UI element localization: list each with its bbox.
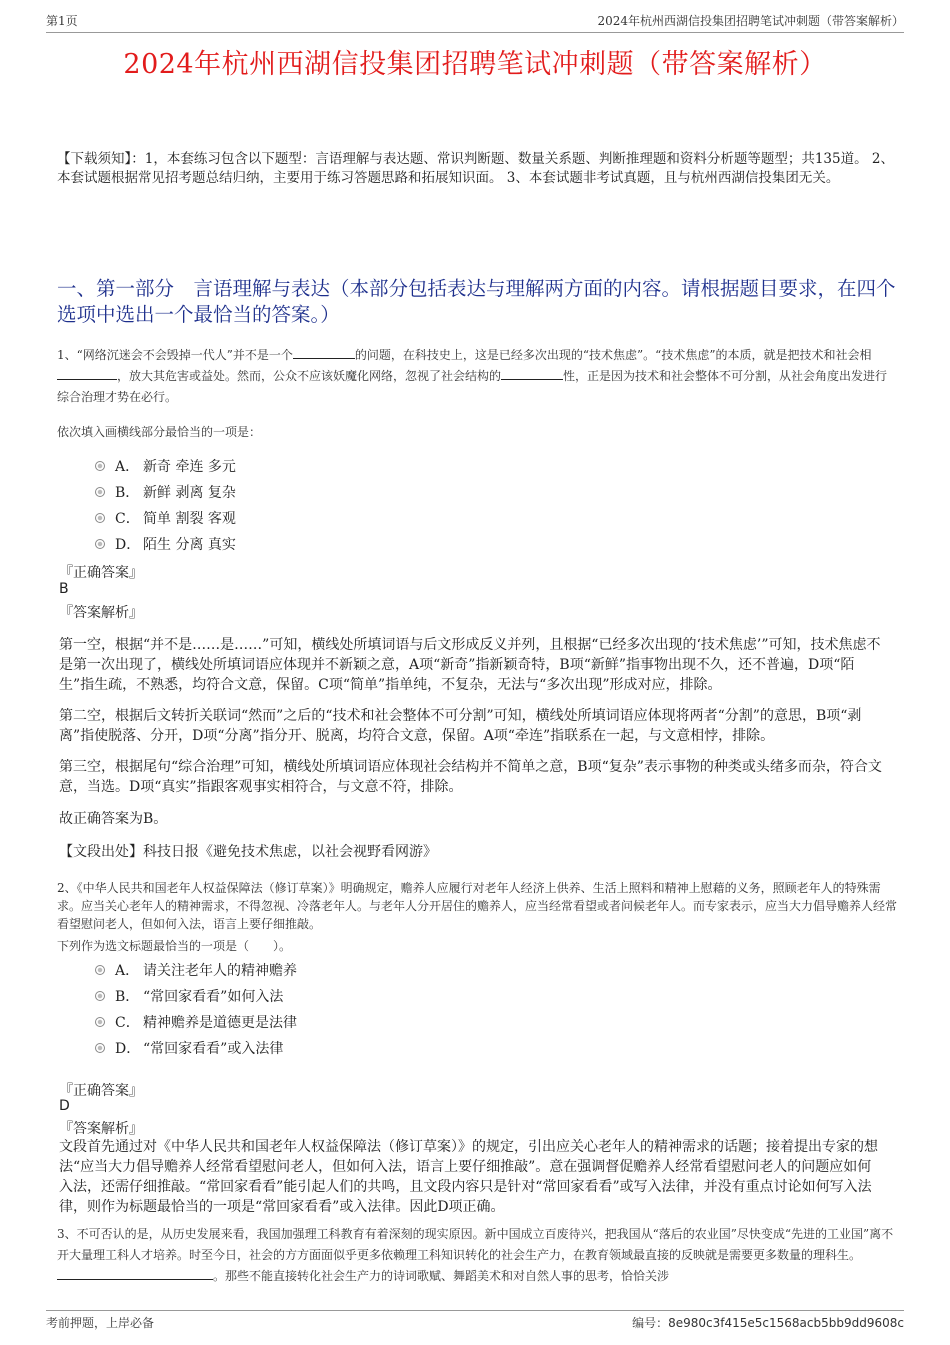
option-d[interactable]: D． 陌生 分离 真实 xyxy=(95,531,236,557)
document-title: 2024年杭州西湖信投集团招聘笔试冲刺题（带答案解析） xyxy=(123,49,827,80)
page-number: 第1页 xyxy=(46,14,78,28)
option-b[interactable]: B． 新鲜 剥离 复杂 xyxy=(95,479,236,505)
analysis-label: 『答案解析』 xyxy=(59,1121,143,1137)
option-b[interactable]: B． “常回家看看”如何入法 xyxy=(95,983,297,1009)
option-c[interactable]: C． 精神赡养是道德更是法律 xyxy=(95,1009,297,1035)
radio-icon[interactable] xyxy=(95,461,105,471)
page-footer xyxy=(46,1310,904,1331)
analysis-label: 『答案解析』 xyxy=(59,605,143,621)
option-c[interactable]: C． 简单 割裂 客观 xyxy=(95,505,236,531)
analysis-paragraph: 第三空，根据尾句“综合治理”可知，横线处所填词语应体现社会结构并不简单之意，B项“复杂”表示事物的种类或头绪多而杂，符合文意，当选。D项“真实”指跟客观事实相符合，与文意不符，排除。 xyxy=(59,759,882,795)
question-2-prompt: 下列作为选文标题最恰当的一项是（ ）。 xyxy=(57,939,292,953)
answer-blank xyxy=(57,367,117,380)
document-code: 编号：8e980c3f415e5c1568acb5bb9dd9608c xyxy=(632,1316,904,1330)
radio-icon[interactable] xyxy=(95,965,105,975)
option-a[interactable]: A． 新奇 牵连 多元 xyxy=(95,453,236,479)
question-2-stem: 2、《中华人民共和国老年人权益保障法（修订草案）》明确规定，赡养人应履行对老年人经济上供养、生活上照料和精神上慰藉的义务，照顾老年人的特殊需求。应当关心老年人的精神需求，不得忽视、冷落老年人。与老年人分开居住的赡养人，应当经常看望或者问候老年人。而专家表示，应当大力倡导赡养人经常看望慰问老人，但如何入法，语言上要仔细推敲。 xyxy=(57,881,898,931)
correct-answer: D xyxy=(59,1098,70,1114)
analysis-paragraph: 文段首先通过对《中华人民共和国老年人权益保障法（修订草案）》的规定，引出应关心老年人的精神需求的话题；接着提出专家的想法“应当大力倡导赡养人经常看望慰问老人，但如何入法，语言上要仔细推敲”。意在强调督促赡养人经常看望慰问老人的问题应如何入法，还需仔细推敲。“常回家看看”能引起人们的共鸣，且文段内容只是针对“常回家看看”或写入法律，并没有重点讨论如何写入法律，则作为标题最恰当的一项是“常回家看看”或入法律。因此D项正确。 xyxy=(59,1139,878,1215)
radio-icon[interactable] xyxy=(95,1043,105,1053)
answer-blank xyxy=(293,346,355,359)
question-1-stem: 1、“网络沉迷会不会毁掉一代人”并不是一个 的问题，在科技史上，这是已经多次出现的“技术焦虑”。“技术焦虑”的本质，就是把技术和社会相，放大其危害或益处。然而，公众不应该妖魔化网络，忽视了社会结构的 性，正是因为技术和社会整体不可分割，从社会角度出发进行综合治理才势在必行。 xyxy=(57,348,888,404)
question-1-options xyxy=(95,453,236,557)
radio-icon[interactable] xyxy=(95,487,105,497)
correct-answer: B xyxy=(59,581,69,597)
correct-answer-label: 『正确答案』 xyxy=(59,565,143,581)
radio-icon[interactable] xyxy=(95,1017,105,1027)
radio-icon[interactable] xyxy=(95,539,105,549)
question-1-prompt: 依次填入画横线部分最恰当的一项是： xyxy=(57,425,262,439)
download-notice: 【下载须知】：1，本套练习包含以下题型：言语理解与表达题、常识判断题、数量关系题、判断推理题和资料分析题等题型；共135道。 2、本套试题根据常见招考题总结归纳，主要用于练习答题思路和拓展知识面。 3、本套试题非考试真题，且与杭州西湖信投集团无关。 xyxy=(57,151,894,186)
analysis-paragraph: 第二空，根据后文转折关联词“然而”之后的“技术和社会整体不可分割”可知，横线处所填词语应体现将两者“分割”的意思，B项“剥离”指使脱落、分开，D项“分离”指分开、脱离，均符合文意，保留。A项“牵连”指联系在一起，与文意相悖，排除。 xyxy=(59,708,862,744)
correct-answer-label: 『正确答案』 xyxy=(59,1083,143,1099)
option-d[interactable]: D． “常回家看看”或入法律 xyxy=(95,1035,297,1061)
analysis-paragraph: 第一空，根据“并不是……是……”可知，横线处所填词语与后文形成反义并列，且根据“已经多次出现的‘技术焦虑’”可知，技术焦虑不是第一次出现了，横线处所填词语应体现并不新颖之意，A项“新奇”指新颖奇特，B项“新鲜”指事物出现不久，还不普遍，D项“陌生”指生疏，不熟悉，均符合文意，保留。C项“简单”指单纯，不复杂，无法与“多次出现”形成对应，排除。 xyxy=(59,637,881,693)
answer-blank xyxy=(501,367,563,380)
text-source: 【文段出处】科技日报《避免技术焦虑，以社会视野看网游》 xyxy=(59,844,437,860)
question-3-stem: 3、不可否认的是，从历史发展来看，我国加强理工科教育有着深刻的现实原因。新中国成立百废待兴，把我国从“落后的农业国”尽快变成“先进的工业国”离不开大量理工科人才培养。时至今日，社会的方方面面似乎更多依赖理工科知识转化的社会生产力，在教育领域最直接的反映就是需要更多数量的理科生。。那些不能直接转化社会生产力的诗词歌赋、舞蹈美术和对自然人事的思考，恰恰关涉 xyxy=(57,1227,894,1283)
header-doc-title: 2024年杭州西湖信投集团招聘笔试冲刺题（带答案解析） xyxy=(597,14,904,28)
page-header xyxy=(46,12,904,33)
question-2-options xyxy=(95,957,297,1061)
option-a[interactable]: A． 请关注老年人的精神赡养 xyxy=(95,957,297,983)
radio-icon[interactable] xyxy=(95,513,105,523)
footer-slogan: 考前押题，上岸必备 xyxy=(46,1316,155,1330)
answer-blank xyxy=(57,1267,213,1280)
analysis-conclusion: 故正确答案为B。 xyxy=(59,811,168,827)
section-heading: 一、第一部分 言语理解与表达（本部分包括表达与理解两方面的内容。请根据题目要求，在四个选项中选出一个最恰当的答案。） xyxy=(57,277,896,326)
radio-icon[interactable] xyxy=(95,991,105,1001)
